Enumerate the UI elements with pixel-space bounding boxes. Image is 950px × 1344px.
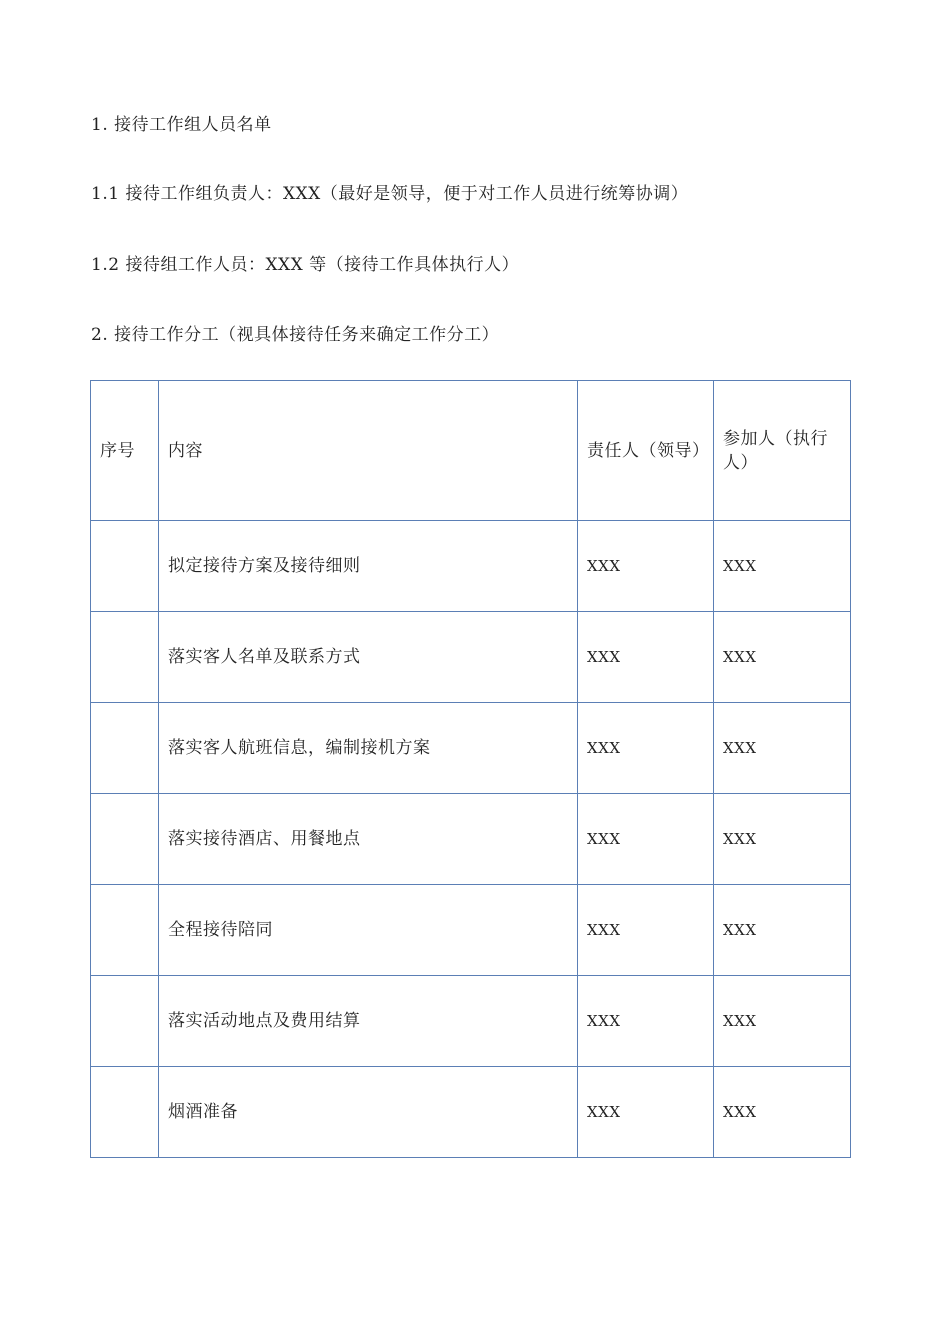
row-executor-cell: XXX [714,885,851,976]
row-index-cell [91,1067,159,1158]
table-row [91,885,851,976]
table-header-row [91,381,851,521]
table-row [91,976,851,1067]
row-leader-cell: XXX [578,976,714,1067]
heading-work-division: 2. 接待工作分工（视具体接待任务来确定工作分工） [91,325,500,345]
paragraph-group-leader: 1.1 接待工作组负责人：XXX（最好是领导，便于对工作人员进行统筹协调） [91,184,689,204]
table-body [91,521,851,1158]
paragraph-group-staff: 1.2 接待组工作人员：XXX 等（接待工作具体执行人） [91,255,520,275]
row-leader-cell: XXX [578,521,714,612]
row-index-cell [91,885,159,976]
table-row [91,612,851,703]
row-index-cell [91,976,159,1067]
row-executor-cell: XXX [714,976,851,1067]
row-leader-cell: XXX [578,1067,714,1158]
assignment-table [90,380,851,1158]
row-executor-cell: XXX [714,612,851,703]
header-content: 内容 [159,381,578,521]
row-leader-cell: XXX [578,794,714,885]
assignment-table-container [90,380,850,1158]
table-row [91,1067,851,1158]
row-leader-cell: XXX [578,885,714,976]
row-content-cell: 落实客人名单及联系方式 [159,612,578,703]
row-content-cell: 全程接待陪同 [159,885,578,976]
row-index-cell [91,612,159,703]
table-row [91,521,851,612]
row-executor-cell: XXX [714,703,851,794]
header-executor: 参加人（执行人） [714,381,851,521]
row-leader-cell: XXX [578,703,714,794]
table-row [91,794,851,885]
row-index-cell [91,794,159,885]
table-row [91,703,851,794]
row-executor-cell: XXX [714,1067,851,1158]
row-executor-cell: XXX [714,521,851,612]
header-index: 序号 [91,381,159,521]
header-leader: 责任人（领导） [578,381,714,521]
row-leader-cell: XXX [578,612,714,703]
row-content-cell: 落实接待酒店、用餐地点 [159,794,578,885]
row-content-cell: 落实客人航班信息，编制接机方案 [159,703,578,794]
row-executor-cell: XXX [714,794,851,885]
row-content-cell: 拟定接待方案及接待细则 [159,521,578,612]
heading-staff-list: 1. 接待工作组人员名单 [91,115,272,135]
row-content-cell: 烟酒准备 [159,1067,578,1158]
row-index-cell [91,703,159,794]
row-index-cell [91,521,159,612]
row-content-cell: 落实活动地点及费用结算 [159,976,578,1067]
